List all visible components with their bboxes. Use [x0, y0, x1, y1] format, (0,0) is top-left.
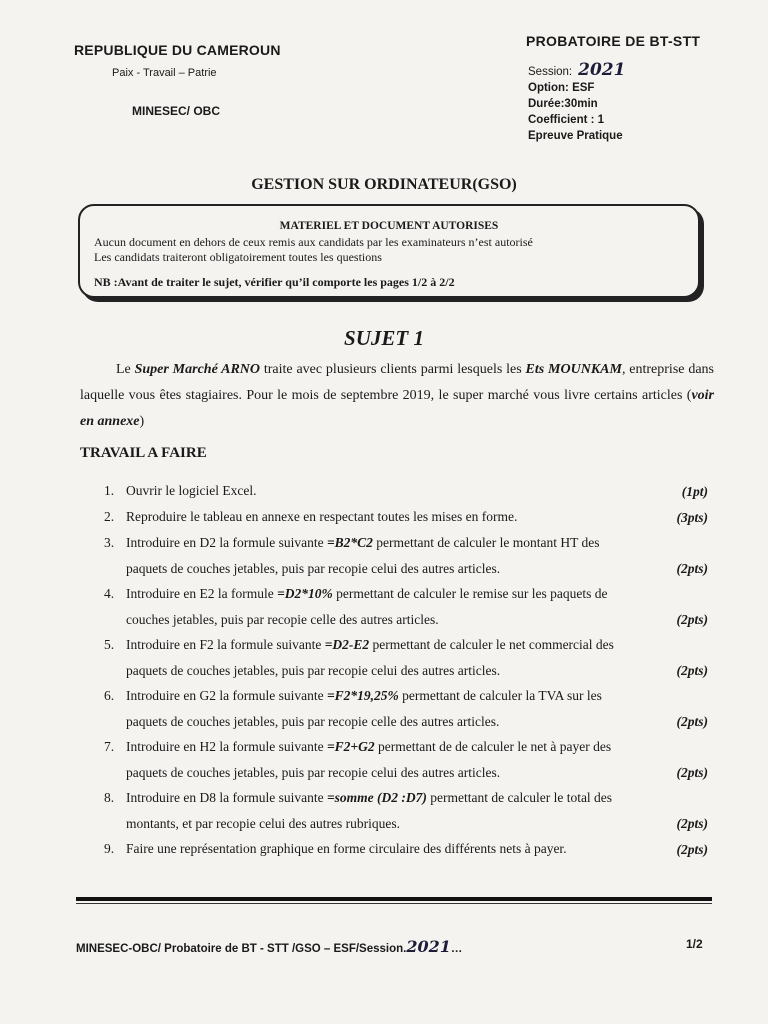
task-text: paquets de couches jetables, puis par recopie celle des autres articles.: [126, 713, 500, 729]
task-text: permettant de de calculer le net à payer des: [374, 739, 612, 754]
task-number: 5.: [104, 637, 115, 652]
task-text: Introduire en F2 la formule suivante: [126, 637, 325, 652]
coefficient-row: Coefficient : 1: [528, 114, 605, 126]
footer-divider: [76, 897, 712, 901]
task-text: Ouvrir le logiciel Excel.: [126, 483, 257, 498]
country-name: REPUBLIQUE DU CAMEROUN: [74, 42, 281, 58]
instructions-box: [78, 204, 700, 298]
exam-title: PROBATOIRE DE BT-STT: [526, 33, 701, 49]
session-label: Session:: [528, 66, 573, 78]
session-value: 2021: [578, 60, 626, 80]
task-formula: =D2*10%: [277, 586, 333, 601]
task-number: 1.: [104, 483, 115, 498]
intro-text-3: , entreprise dans laquelle vous êtes stagiaires. Pour le mois de septembre 2019, le super marché vous livre certains articles (: [80, 362, 714, 403]
footer-divider-thin: [76, 903, 712, 904]
subject-title: GESTION SUR ORDINATEUR(GSO): [251, 176, 517, 193]
intro-text-1: Le: [116, 362, 135, 377]
task-text: paquets de couches jetables, puis par recopie celui des autres articles.: [126, 764, 501, 780]
intro-paragraph: [80, 357, 714, 435]
test-type-row: Epreuve Pratique: [528, 130, 623, 142]
country-motto: Paix - Travail – Patrie: [112, 67, 217, 79]
instructions-heading: MATERIEL ET DOCUMENT AUTORISES: [279, 220, 499, 232]
session-row: [528, 62, 625, 80]
task-text: couches jetables, puis par recopie celle des autres articles.: [126, 611, 439, 627]
task-text: Introduire en E2 la formule: [126, 586, 278, 601]
task-formula: =F2*19,25%: [326, 688, 399, 703]
task-item: [96, 478, 710, 504]
task-item: [96, 683, 710, 734]
task-text: Introduire en H2 la formule suivante: [126, 739, 327, 754]
task-item: [96, 530, 710, 581]
task-points: (2pts): [676, 815, 708, 831]
task-number: 7.: [104, 739, 115, 754]
page-number: 1/2: [686, 937, 703, 951]
intro-text-2: traite avec plusieurs clients parmi lesquels les: [260, 362, 526, 377]
instructions-nb: NB :Avant de traiter le sujet, vérifier qu’il comporte les pages 1/2 à 2/2: [94, 275, 455, 289]
task-points: (2pts): [676, 841, 708, 857]
option-row: Option: ESF: [528, 82, 595, 94]
task-number: 9.: [104, 841, 115, 856]
task-points: (2pts): [676, 662, 708, 678]
task-item: [96, 785, 710, 836]
task-formula: =B2*C2: [326, 535, 373, 550]
task-item: [96, 836, 710, 862]
task-points: (2pts): [676, 713, 708, 729]
annex-ref: voir en annexe: [80, 388, 714, 429]
task-number: 4.: [104, 586, 115, 601]
task-text: permettant de calculer le montant HT des: [372, 535, 600, 550]
task-heading: TRAVAIL A FAIRE: [80, 445, 207, 461]
task-item: [96, 632, 710, 683]
task-points: (2pts): [676, 560, 708, 576]
task-text: Introduire en D2 la formule suivante: [126, 535, 327, 550]
ministry: MINESEC/ OBC: [132, 104, 221, 118]
instructions-line-1: Aucun document en dehors de ceux remis aux candidats par les examinateurs n’est autorisé: [94, 235, 533, 249]
task-item: [96, 581, 710, 632]
footer-dots: …: [450, 943, 463, 955]
task-text: permettant de calculer la TVA sur les: [398, 688, 602, 703]
task-points: (1pt): [681, 483, 708, 499]
instructions-line-2: Les candidats traiteront obligatoirement toutes les questions: [94, 250, 382, 264]
task-formula: =F2+G2: [326, 739, 375, 754]
page-footer: [76, 937, 462, 956]
task-list: [96, 478, 710, 862]
task-text: permettant de calculer le remise sur les paquets de: [332, 586, 608, 601]
task-text: Introduire en D8 la formule suivante: [126, 790, 327, 805]
store-name: Super Marché ARNO: [134, 362, 261, 377]
task-number: 3.: [104, 535, 115, 550]
task-number: 6.: [104, 688, 115, 703]
task-points: (2pts): [676, 611, 708, 627]
exam-meta: [528, 62, 625, 144]
task-formula: =D2-E2: [324, 637, 370, 652]
task-text: Faire une représentation graphique en forme circulaire des différents nets à payer.: [126, 841, 567, 856]
duration-row: Durée:30min: [528, 98, 598, 110]
task-text: montants, et par recopie celui des autres rubriques.: [126, 815, 401, 831]
footer-year: 2021: [406, 937, 451, 956]
task-text: Reproduire le tableau en annexe en respectant toutes les mises en forme.: [126, 509, 518, 524]
task-number: 2.: [104, 509, 115, 524]
task-item: [96, 504, 710, 530]
intro-text-4: ): [139, 414, 145, 429]
task-number: 8.: [104, 790, 115, 805]
task-formula: =somme (D2 :D7): [326, 790, 427, 805]
task-points: (3pts): [676, 509, 708, 525]
task-points: (2pts): [676, 764, 708, 780]
task-text: paquets de couches jetables, puis par recopie celui des autres articles.: [126, 662, 501, 678]
task-text: paquets de couches jetables, puis par recopie celui des autres articles.: [126, 560, 501, 576]
task-text: permettant de calculer le net commercial des: [369, 637, 614, 652]
sujet-title: SUJET 1: [344, 326, 424, 350]
task-text: permettant de calculer le total des: [426, 790, 613, 805]
task-item: [96, 734, 710, 785]
footer-text: MINESEC-OBC/ Probatoire de BT - STT /GSO – ESF/Session.: [76, 943, 407, 955]
client-name: Ets MOUNKAM: [525, 362, 622, 377]
task-text: Introduire en G2 la formule suivante: [126, 688, 327, 703]
